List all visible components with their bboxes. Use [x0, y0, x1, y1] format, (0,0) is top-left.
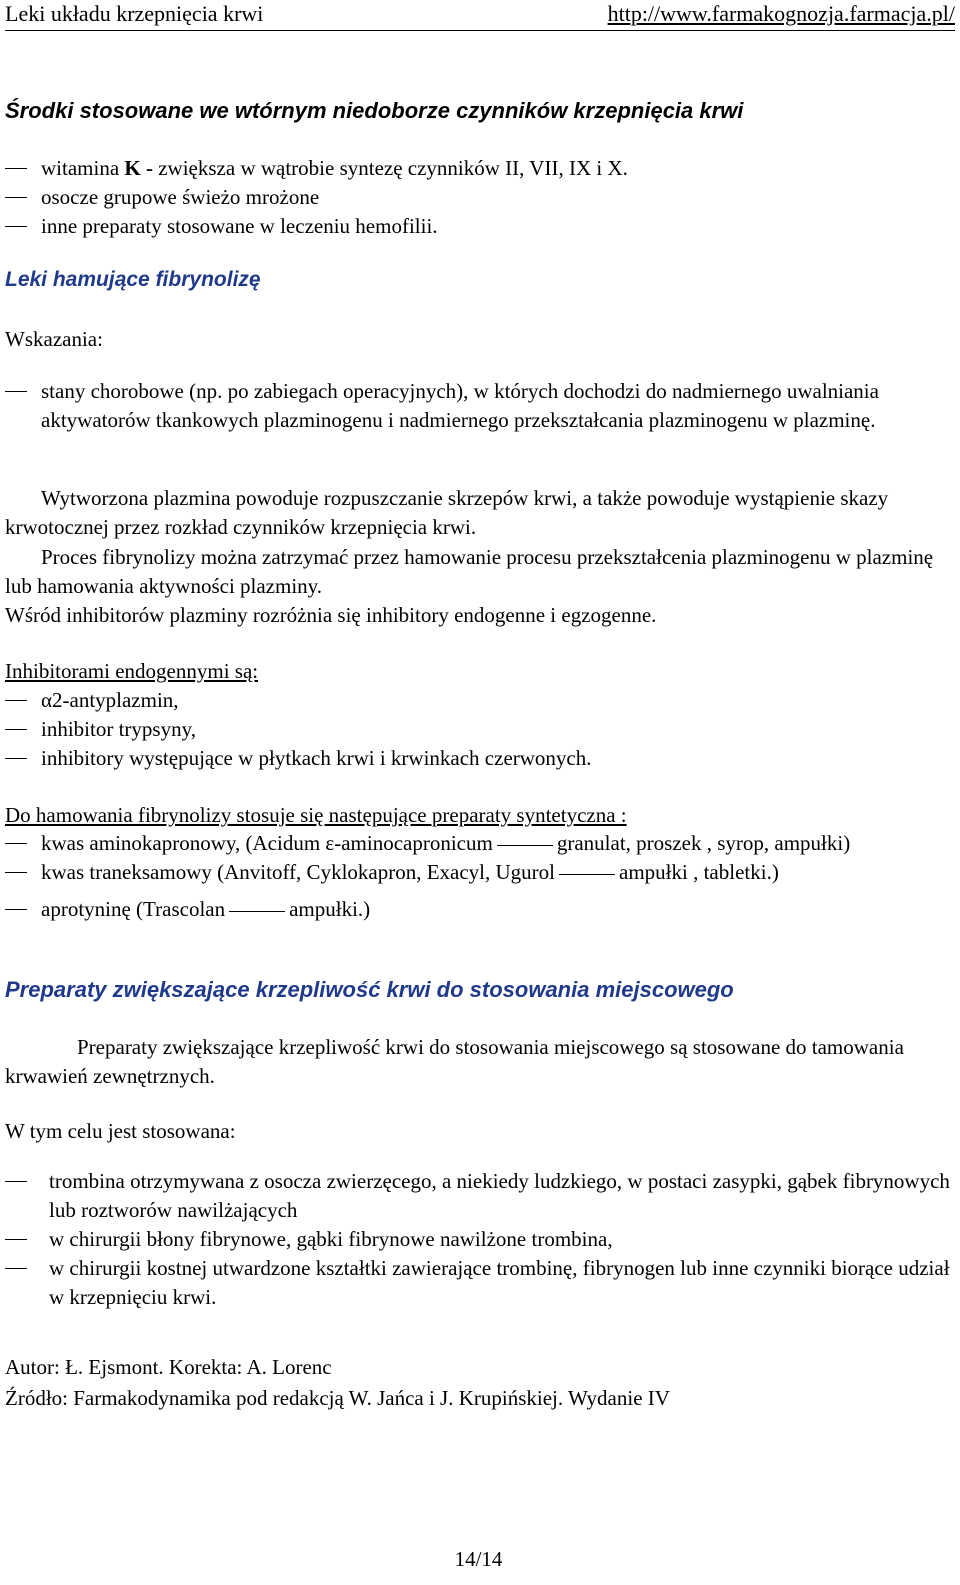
paragraph-local-hemostatics-intro: Preparaty zwiększające krzepliwość krwi do stosowania miejscowego są stosowane do tamowania krwawień zewnętrznych.: [5, 1035, 904, 1088]
list-item: osocze grupowe świeżo mrożone: [5, 183, 952, 212]
list-item: w chirurgii kostnej utwardzone kształtki zawierające trombinę, fibrynogen lub inne czynniki biorące udział w krzepnięciu krwi.: [5, 1254, 952, 1312]
list-item: kwas traneksamowy (Anvitoff, Cyklokapron, Exacyl, Ugurol ampułki , tabletki.): [5, 858, 952, 887]
dash-bullet-icon: [5, 1181, 27, 1182]
header-url-link[interactable]: http://www.farmakognozja.farmacja.pl/: [607, 1, 955, 26]
header-title: Leki układu krzepnięcia krwi: [5, 1, 264, 26]
dash-bullet-icon: [5, 1239, 27, 1240]
paragraph-inhibitors: Wśród inhibitorów plazminy rozróżnia się inhibitory endogenne i egzogenne.: [5, 603, 657, 627]
em-dash-icon: [229, 911, 285, 912]
dash-bullet-icon: [5, 758, 27, 759]
list-item: kwas aminokapronowy, (Acidum ε-aminocapronicum granulat, proszek , syrop, ampułki): [5, 829, 952, 858]
synthetic-preparations-list: [5, 829, 952, 924]
section-heading-local-hemostatics: Preparaty zwiększające krzepliwość krwi do stosowania miejscowego: [5, 977, 734, 1002]
indications-list: [5, 377, 952, 435]
em-dash-icon: [497, 845, 553, 846]
em-dash-icon: [559, 874, 615, 875]
dash-bullet-icon: [5, 843, 27, 844]
dash-bullet-icon: [5, 226, 27, 227]
endogenous-inhibitors-label: Inhibitorami endogennymi są:: [5, 659, 259, 683]
dash-bullet-icon: [5, 1268, 27, 1269]
author-credit: Autor: Ł. Ejsmont. Korekta: A. Lorenc: [5, 1355, 332, 1379]
list-item: stany chorobowe (np. po zabiegach operacyjnych), w których dochodzi do nadmiernego uwalniania aktywatorów tkankowych plazminogenu i nadmiernego przekształcania plazminogenu w plazminę.: [5, 377, 952, 435]
list-item: aprotyninę (Trascolan ampułki.): [5, 895, 952, 924]
page-number: 14/14: [454, 1547, 503, 1571]
section-heading-secondary-deficiency: Środki stosowane we wtórnym niedoborze czynników krzepnięcia krwi: [5, 98, 744, 123]
secondary-deficiency-list: [5, 154, 952, 241]
list-item: trombina otrzymywana z osocza zwierzęcego, a niekiedy ludzkiego, w postaci zasypki, gąbek fibrynowych lub roztworów nawilżających: [5, 1167, 952, 1225]
list-item: inhibitory występujące w płytkach krwi i krwinkach czerwonych.: [5, 744, 952, 773]
used-for-label: W tym celu jest stosowana:: [5, 1119, 236, 1143]
dash-bullet-icon: [5, 197, 27, 198]
dash-bullet-icon: [5, 391, 27, 392]
dash-bullet-icon: [5, 700, 27, 701]
endogenous-inhibitors-list: [5, 686, 952, 773]
list-item: α2-antyplazmin,: [5, 686, 952, 715]
dash-bullet-icon: [5, 872, 27, 873]
list-item: inhibitor trypsyny,: [5, 715, 952, 744]
list-item: w chirurgii błony fibrynowe, gąbki fibrynowe nawilżone trombina,: [5, 1225, 952, 1254]
local-hemostatics-list: [5, 1167, 952, 1312]
source-credit: Źródło: Farmakodynamika pod redakcją W. Jańca i J. Krupińskiej. Wydanie IV: [5, 1386, 670, 1410]
synthetic-preparations-label: Do hamowania fibrynolizy stosuje się następujące preparaty syntetyczna :: [5, 803, 627, 827]
dash-bullet-icon: [5, 909, 27, 910]
list-item: inne preparaty stosowane w leczeniu hemofilii.: [5, 212, 952, 241]
page-header: [5, 0, 955, 31]
paragraph-plasmin-effect: Wytworzona plazmina powoduje rozpuszczanie skrzepów krwi, a także powoduje wystąpienie skazy krwotocznej przez rozkład czynników krzepnięcia krwi.: [5, 486, 889, 539]
dash-bullet-icon: [5, 168, 27, 169]
indications-label: Wskazania:: [5, 327, 103, 351]
dash-bullet-icon: [5, 729, 27, 730]
section-heading-antifibrinolytics: Leki hamujące fibrynolizę: [5, 268, 261, 291]
list-item: witamina K - zwiększa w wątrobie syntezę czynników II, VII, IX i X.: [5, 154, 952, 183]
paragraph-fibrinolysis-stop: Proces fibrynolizy można zatrzymać przez hamowanie procesu przekształcenia plazminogenu w plazminę lub hamowania aktywności plazminy.: [5, 545, 934, 598]
